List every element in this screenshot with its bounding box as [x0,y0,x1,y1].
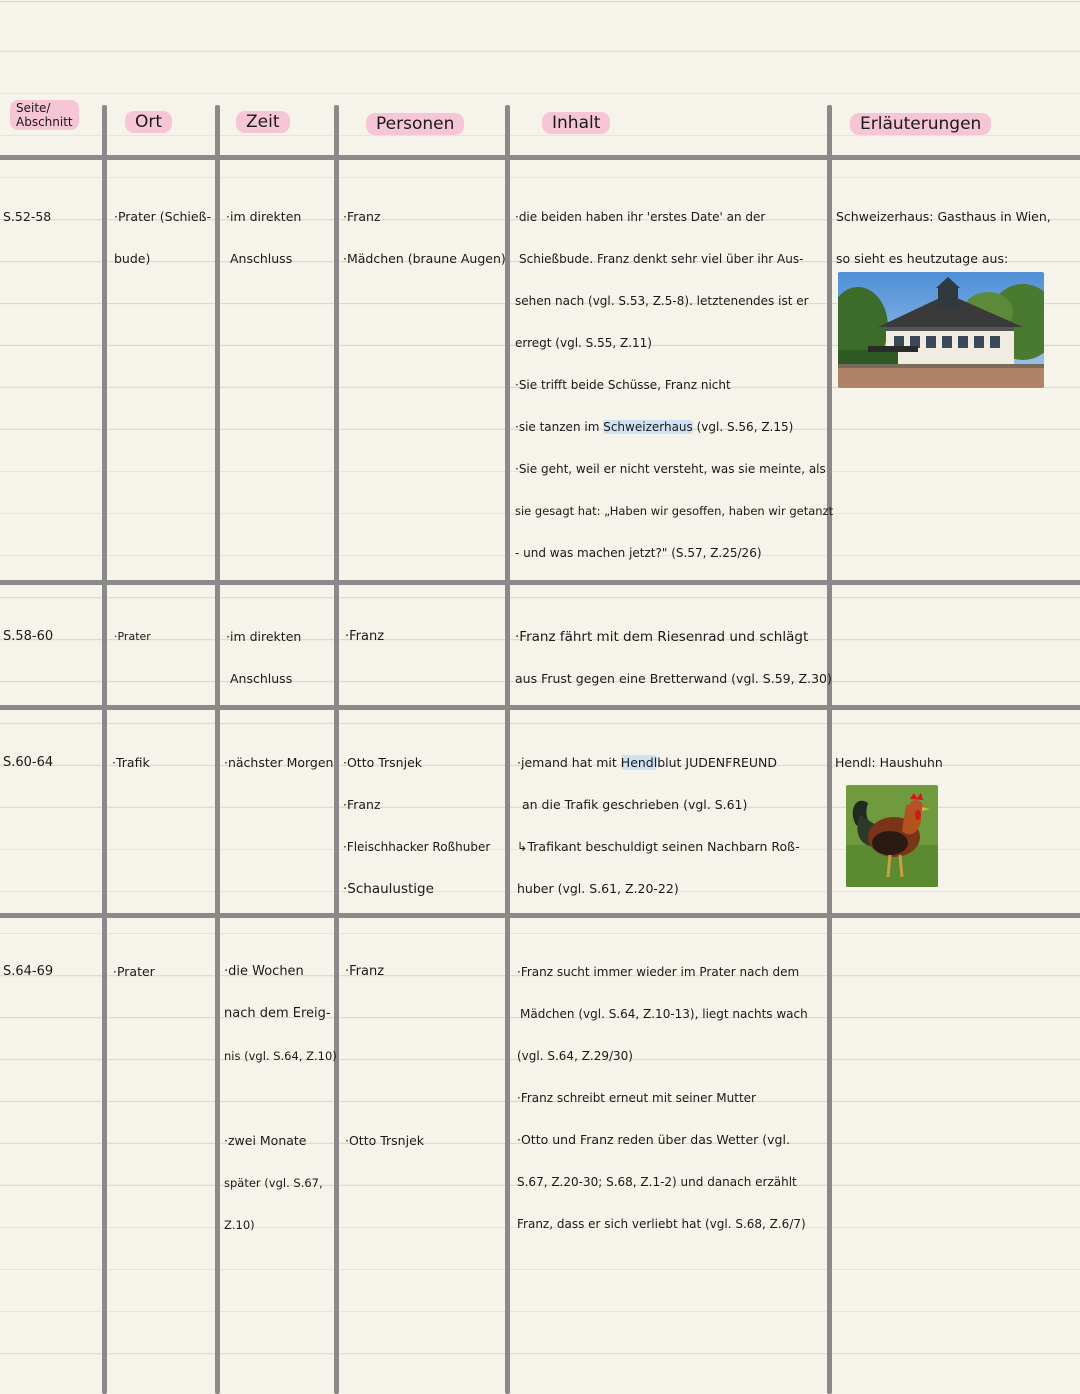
row2-ort: ·Prater [114,630,151,643]
row1-erlaeuterung: Schweizerhaus: Gasthaus in Wien, so sieht es heutzutage aus: [836,209,1051,266]
row-divider-1 [0,580,1080,585]
row3-personen: ·Otto Trsnjek ·Franz ·Fleischhacker Roßhuber ·Schaulustige [343,755,491,897]
row2-seite: S.58-60 [3,629,54,644]
row2-zeit: ·im direkten Anschluss [226,629,302,686]
row1-seite: S.52-58 [3,209,52,224]
rooster-illustration [846,785,938,887]
row4-personen-2: ·Otto Trsnjek [345,1133,425,1148]
column-divider-2 [215,105,220,1394]
row3-zeit: ·nächster Morgen [224,755,334,770]
header-erlaeuterungen: Erläuterungen [850,114,991,134]
highlight-schweizerhaus: Schweizerhaus [603,420,693,434]
row-divider-2 [0,705,1080,710]
photo-schweizerhaus [838,272,1044,388]
column-divider-1 [102,105,107,1394]
row3-ort: ·Trafik [112,755,150,770]
column-divider-3 [334,105,339,1394]
row4-zeit: ·die Wochen nach dem Ereig- nis (vgl. S.64, Z.10) [224,964,337,1063]
schweizerhaus-illustration [838,272,1044,388]
row4-inhalt: ·Franz sucht immer wieder im Prater nach dem Mädchen (vgl. S.64, Z.10-13), liegt nachts wach (vgl. S.64, Z.29/30) ·Franz schreibt erneut mit seiner Mutter ·Otto und Franz reden über das Wetter (vgl. S.67, Z.20-30; S.68, Z.1-2) und danach erzählt Franz, dass er sich verliebt hat (vgl. S.68, Z.6/7) [517,965,808,1231]
row4-ort: ·Prater [113,964,155,979]
row2-inhalt: ·Franz fährt mit dem Riesenrad und schlägt aus Frust gegen eine Bretterwand (vgl. S.59, Z.30) [515,629,832,686]
header-seite: Seite/ Abschnitt [10,100,79,130]
header-zeit: Zeit [236,112,290,132]
row4-seite: S.64-69 [3,964,54,979]
header-inhalt: Inhalt [542,113,610,133]
row3-inhalt: ·jemand hat mit Hendlblut JUDENFREUND an die Trafik geschrieben (vgl. S.61) ↳Trafikant beschuldigt seinen Nachbarn Roß- huber (vgl. S.61, Z.20-22) [517,755,800,896]
row1-zeit: ·im direkten Anschluss [226,209,302,266]
row4-zeit-2: ·zwei Monate später (vgl. S.67, Z.10) [224,1133,323,1232]
row3-erlaeuterung: Hendl: Haushuhn [835,755,943,770]
row-divider-3 [0,913,1080,918]
photo-rooster [846,785,938,887]
header-personen: Personen [366,114,464,134]
row-divider-header [0,155,1080,160]
row1-personen: ·Franz ·Mädchen (braune Augen) [343,209,506,266]
row1-ort: ·Prater (Schieß- bude) [114,209,212,266]
highlight-hendl: Hendl [620,755,658,770]
row4-personen: ·Franz [345,964,385,979]
header-ort: Ort [125,112,172,132]
column-divider-4 [505,105,510,1394]
row2-personen: ·Franz [345,629,385,644]
row3-seite: S.60-64 [3,755,54,770]
row1-inhalt: ·die beiden haben ihr 'erstes Date' an der Schießbude. Franz denkt sehr viel über ihr Aus- sehen nach (vgl. S.53, Z.5-8). letztenendes ist er erregt (vgl. S.55, Z.11) ·Sie trifft beide Schüsse, Franz nicht ·sie tanzen im Schweizerhaus (vgl. S.56, Z.15) ·Sie geht, weil er nicht versteht, was sie meinte, als sie gesagt hat: „Haben wir gesoffen, haben wir getanzt - und was machen jetzt?" (S.57, Z.25/26) [515,210,834,560]
